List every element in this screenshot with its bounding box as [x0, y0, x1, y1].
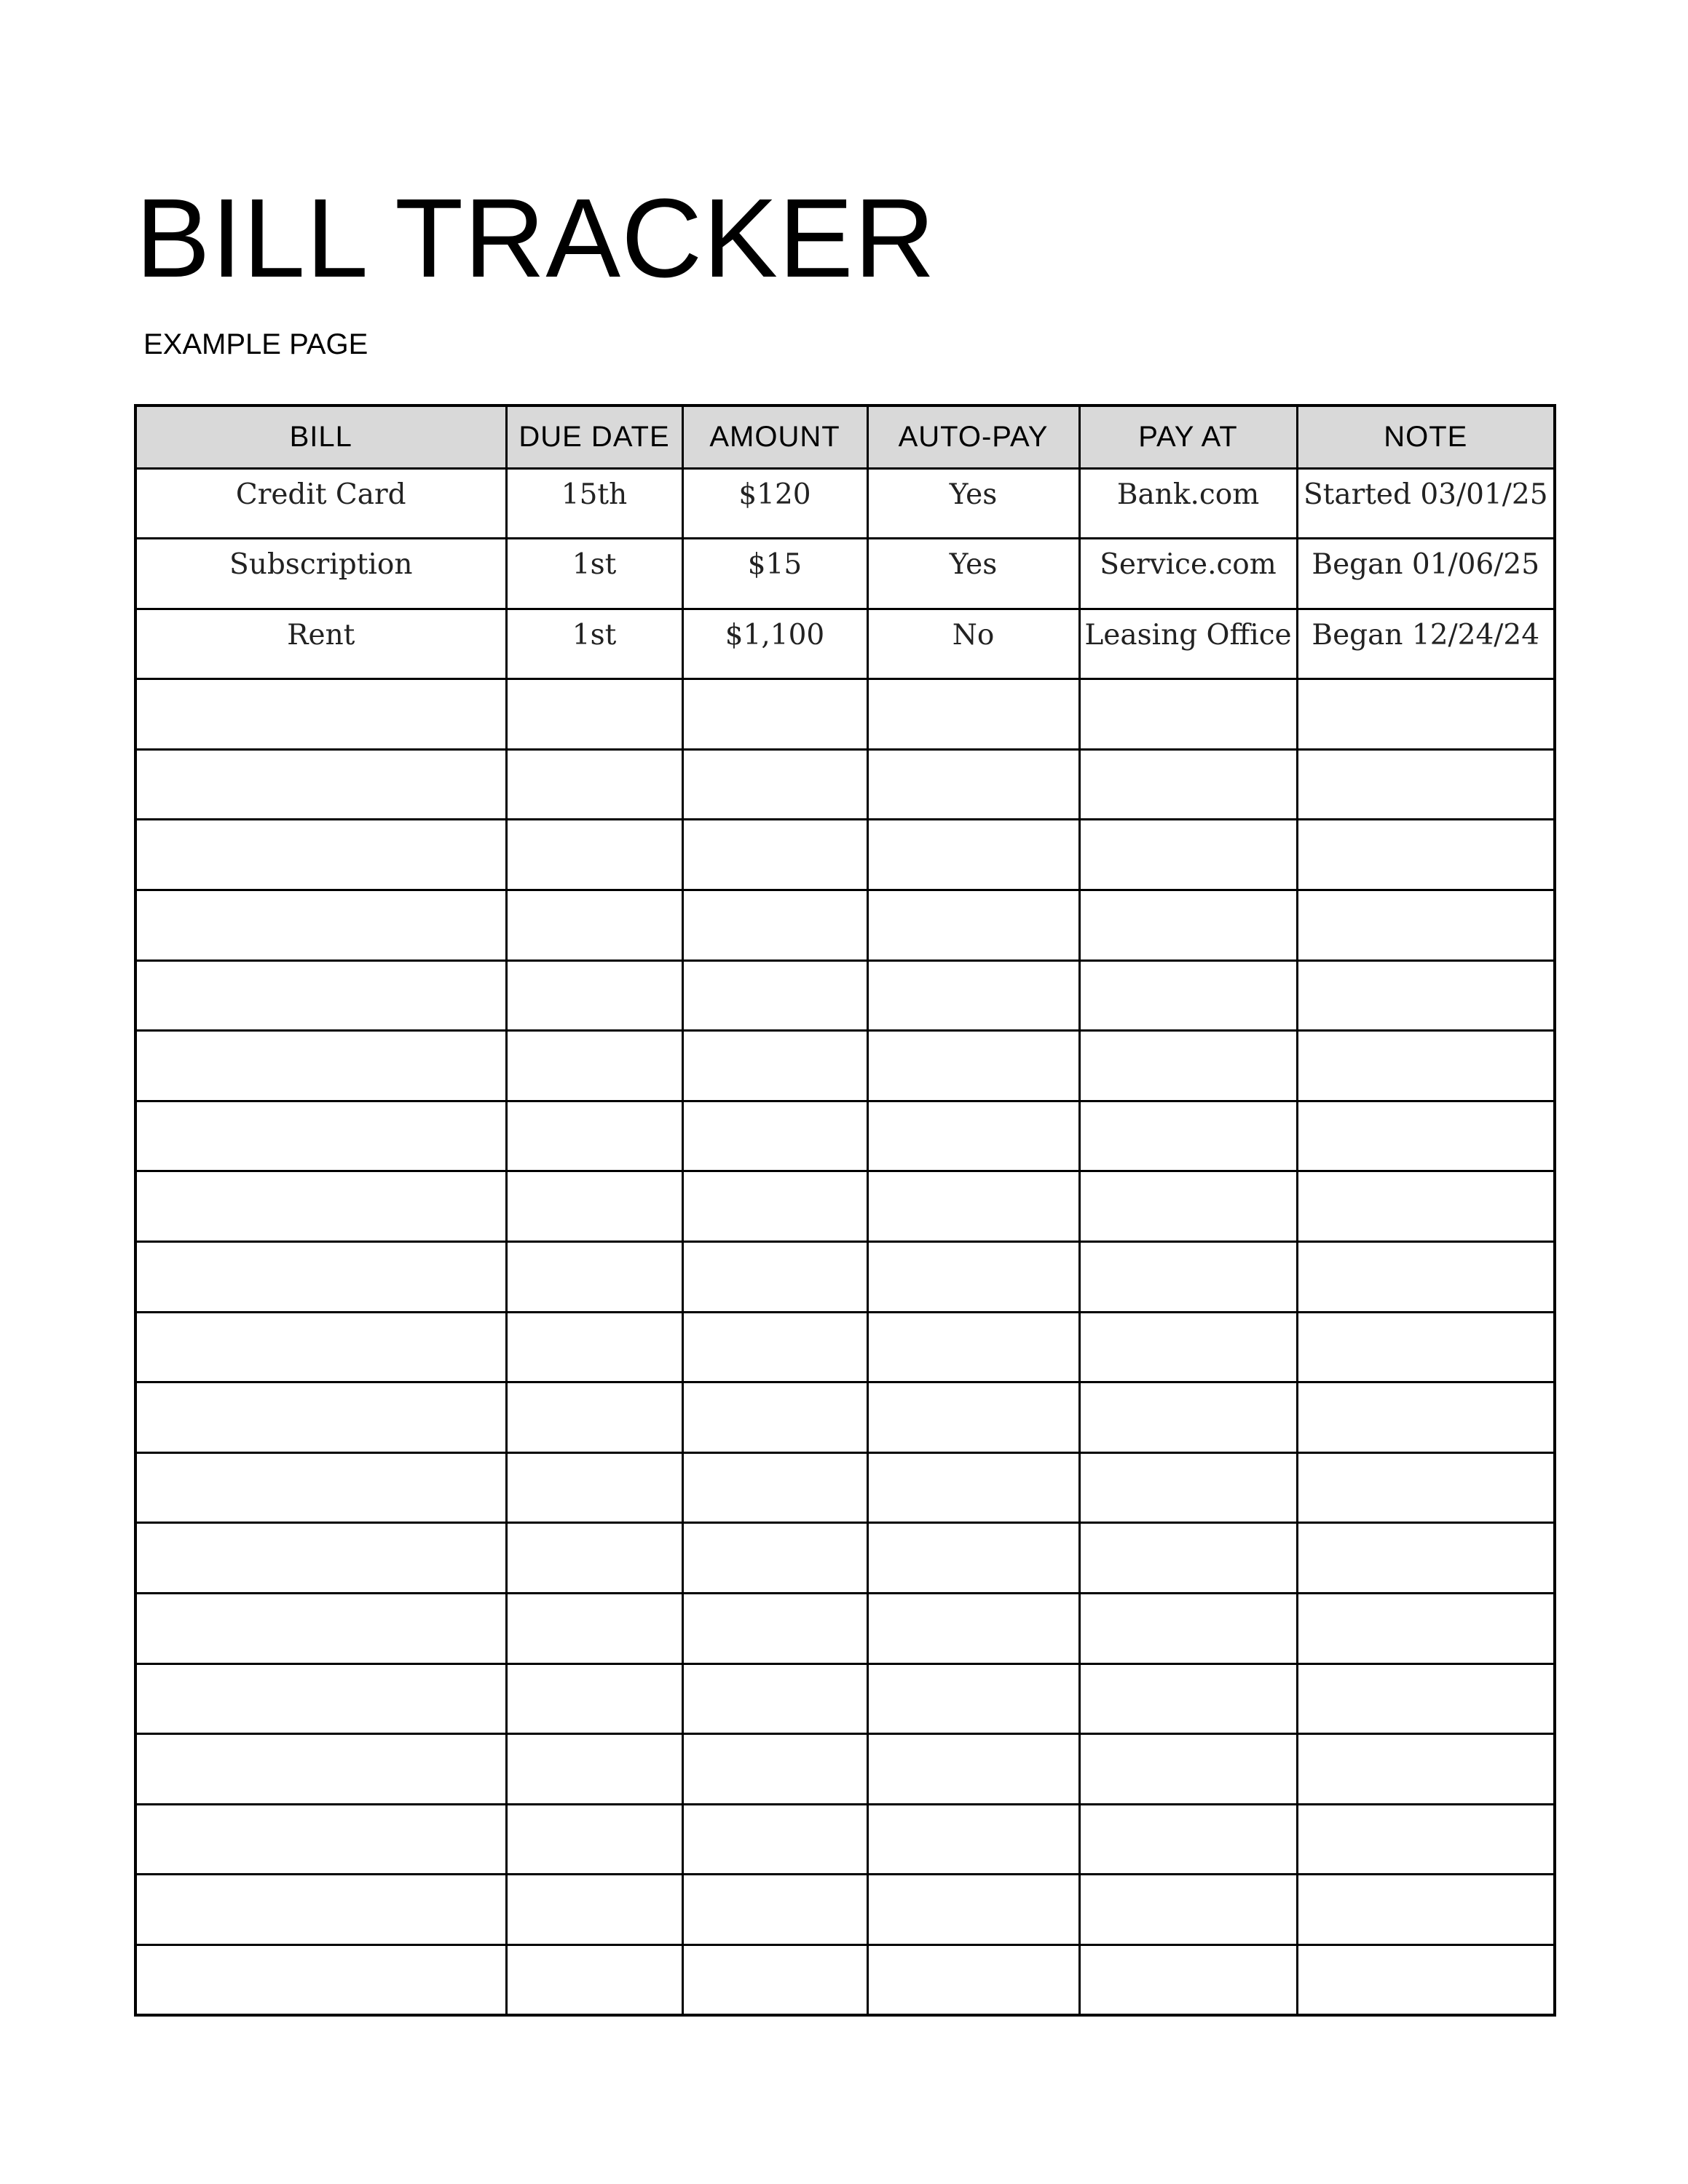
- cell-pay-at: [1079, 1523, 1297, 1594]
- cell-due-date: [506, 1101, 682, 1171]
- cell-pay-at: [1079, 1804, 1297, 1875]
- table-row: [135, 1734, 1555, 1805]
- table-row: [135, 468, 1555, 539]
- cell-pay-at: [1079, 1944, 1297, 2015]
- table-row: [135, 1452, 1555, 1523]
- cell-auto-pay: [867, 1242, 1079, 1313]
- cell-note: [1297, 1875, 1555, 1945]
- cell-due-date: [506, 1031, 682, 1101]
- cell-bill: [135, 1171, 506, 1242]
- table-row: [135, 890, 1555, 961]
- cell-pay-at: [1079, 1312, 1297, 1382]
- cell-bill: [135, 1734, 506, 1805]
- cell-pay-at: [1079, 1101, 1297, 1171]
- page-title: BILL TRACKER: [135, 175, 936, 301]
- cell-note: [1297, 1242, 1555, 1313]
- table-row: [135, 1031, 1555, 1101]
- cell-note: [1297, 1031, 1555, 1101]
- cell-pay-at: Service.com: [1079, 539, 1297, 609]
- cell-due-date: [506, 1663, 682, 1734]
- table-row: [135, 1804, 1555, 1875]
- cell-due-date: [506, 679, 682, 750]
- cell-auto-pay: [867, 1031, 1079, 1101]
- cell-due-date: [506, 1523, 682, 1594]
- cell-auto-pay: [867, 1875, 1079, 1945]
- cell-amount: [682, 1452, 867, 1523]
- bill-tracker-table: [134, 404, 1556, 2017]
- cell-auto-pay: [867, 749, 1079, 820]
- cell-note: [1297, 1312, 1555, 1382]
- cell-due-date: 1st: [506, 539, 682, 609]
- cell-due-date: [506, 1382, 682, 1453]
- cell-amount: [682, 1101, 867, 1171]
- cell-bill: [135, 1312, 506, 1382]
- cell-auto-pay: [867, 1734, 1079, 1805]
- cell-note: [1297, 1734, 1555, 1805]
- cell-auto-pay: [867, 1523, 1079, 1594]
- table-row: [135, 1101, 1555, 1171]
- cell-auto-pay: No: [867, 609, 1079, 679]
- cell-amount: [682, 749, 867, 820]
- cell-amount: [682, 1171, 867, 1242]
- cell-auto-pay: [867, 890, 1079, 961]
- cell-pay-at: [1079, 1382, 1297, 1453]
- cell-note: [1297, 1523, 1555, 1594]
- cell-amount: [682, 1875, 867, 1945]
- cell-amount: [682, 1594, 867, 1664]
- cell-note: [1297, 749, 1555, 820]
- cell-auto-pay: [867, 1944, 1079, 2015]
- cell-note: [1297, 1944, 1555, 2015]
- cell-pay-at: [1079, 820, 1297, 890]
- table-row: [135, 1523, 1555, 1594]
- cell-due-date: [506, 749, 682, 820]
- cell-due-date: [506, 1452, 682, 1523]
- cell-amount: [682, 890, 867, 961]
- cell-auto-pay: [867, 1594, 1079, 1664]
- cell-amount: [682, 1734, 867, 1805]
- cell-note: [1297, 1101, 1555, 1171]
- cell-pay-at: Leasing Office: [1079, 609, 1297, 679]
- cell-auto-pay: [867, 1171, 1079, 1242]
- cell-note: Began 12/24/24: [1297, 609, 1555, 679]
- table-row: [135, 1242, 1555, 1313]
- table-header: [135, 405, 1555, 468]
- cell-pay-at: [1079, 749, 1297, 820]
- cell-bill: [135, 1944, 506, 2015]
- column-header-auto-pay: AUTO-PAY: [867, 405, 1079, 468]
- cell-note: [1297, 1382, 1555, 1453]
- cell-amount: [682, 679, 867, 750]
- cell-pay-at: [1079, 1452, 1297, 1523]
- cell-note: [1297, 1171, 1555, 1242]
- cell-auto-pay: Yes: [867, 539, 1079, 609]
- cell-bill: [135, 1452, 506, 1523]
- cell-bill: [135, 960, 506, 1031]
- cell-pay-at: [1079, 1242, 1297, 1313]
- cell-due-date: [506, 1875, 682, 1945]
- cell-bill: Subscription: [135, 539, 506, 609]
- cell-amount: [682, 1031, 867, 1101]
- table-row: [135, 1171, 1555, 1242]
- cell-auto-pay: [867, 1382, 1079, 1453]
- cell-amount: [682, 960, 867, 1031]
- cell-amount: $120: [682, 468, 867, 539]
- cell-note: [1297, 679, 1555, 750]
- cell-note: [1297, 960, 1555, 1031]
- cell-amount: $15: [682, 539, 867, 609]
- cell-bill: [135, 1031, 506, 1101]
- cell-note: [1297, 1804, 1555, 1875]
- table-body: [135, 468, 1555, 2015]
- cell-bill: [135, 1594, 506, 1664]
- cell-auto-pay: [867, 1101, 1079, 1171]
- cell-pay-at: Bank.com: [1079, 468, 1297, 539]
- table-row: [135, 1312, 1555, 1382]
- header-row: [135, 405, 1555, 468]
- cell-pay-at: [1079, 890, 1297, 961]
- cell-amount: [682, 1382, 867, 1453]
- cell-due-date: [506, 1242, 682, 1313]
- cell-auto-pay: [867, 1452, 1079, 1523]
- cell-due-date: [506, 1594, 682, 1664]
- table-row: [135, 539, 1555, 609]
- cell-bill: [135, 1101, 506, 1171]
- cell-pay-at: [1079, 1171, 1297, 1242]
- cell-note: [1297, 820, 1555, 890]
- page-subtitle: EXAMPLE PAGE: [143, 328, 368, 360]
- cell-pay-at: [1079, 1875, 1297, 1945]
- cell-auto-pay: [867, 960, 1079, 1031]
- table-row: [135, 960, 1555, 1031]
- cell-pay-at: [1079, 1594, 1297, 1664]
- cell-bill: [135, 1242, 506, 1313]
- cell-due-date: [506, 890, 682, 961]
- cell-amount: [682, 1312, 867, 1382]
- cell-note: [1297, 1594, 1555, 1664]
- cell-auto-pay: [867, 1663, 1079, 1734]
- cell-amount: $1,100: [682, 609, 867, 679]
- cell-note: [1297, 1452, 1555, 1523]
- cell-auto-pay: [867, 679, 1079, 750]
- cell-bill: Credit Card: [135, 468, 506, 539]
- cell-bill: Rent: [135, 609, 506, 679]
- table-row: [135, 1944, 1555, 2015]
- cell-note: Began 01/06/25: [1297, 539, 1555, 609]
- cell-due-date: [506, 1734, 682, 1805]
- cell-auto-pay: [867, 1804, 1079, 1875]
- cell-amount: [682, 1944, 867, 2015]
- cell-due-date: 1st: [506, 609, 682, 679]
- cell-auto-pay: [867, 820, 1079, 890]
- column-header-pay-at: PAY AT: [1079, 405, 1297, 468]
- cell-pay-at: [1079, 679, 1297, 750]
- table-row: [135, 1382, 1555, 1453]
- cell-pay-at: [1079, 1734, 1297, 1805]
- cell-bill: [135, 679, 506, 750]
- column-header-due-date: DUE DATE: [506, 405, 682, 468]
- table-row: [135, 749, 1555, 820]
- cell-bill: [135, 1382, 506, 1453]
- cell-pay-at: [1079, 960, 1297, 1031]
- cell-amount: [682, 1242, 867, 1313]
- cell-due-date: [506, 1944, 682, 2015]
- cell-bill: [135, 1663, 506, 1734]
- cell-bill: [135, 1804, 506, 1875]
- cell-due-date: 15th: [506, 468, 682, 539]
- cell-due-date: [506, 1804, 682, 1875]
- cell-bill: [135, 749, 506, 820]
- cell-due-date: [506, 960, 682, 1031]
- cell-bill: [135, 820, 506, 890]
- cell-due-date: [506, 1171, 682, 1242]
- table-row: [135, 609, 1555, 679]
- cell-bill: [135, 1875, 506, 1945]
- cell-note: [1297, 890, 1555, 961]
- cell-pay-at: [1079, 1663, 1297, 1734]
- table-row: [135, 820, 1555, 890]
- cell-amount: [682, 1523, 867, 1594]
- cell-amount: [682, 1804, 867, 1875]
- column-header-amount: AMOUNT: [682, 405, 867, 468]
- cell-bill: [135, 890, 506, 961]
- table-row: [135, 1594, 1555, 1664]
- column-header-note: NOTE: [1297, 405, 1555, 468]
- table-row: [135, 679, 1555, 750]
- column-header-bill: BILL: [135, 405, 506, 468]
- cell-note: Started 03/01/25: [1297, 468, 1555, 539]
- cell-auto-pay: [867, 1312, 1079, 1382]
- cell-due-date: [506, 1312, 682, 1382]
- cell-pay-at: [1079, 1031, 1297, 1101]
- table-row: [135, 1875, 1555, 1945]
- cell-amount: [682, 1663, 867, 1734]
- table-row: [135, 1663, 1555, 1734]
- cell-bill: [135, 1523, 506, 1594]
- cell-due-date: [506, 820, 682, 890]
- cell-auto-pay: Yes: [867, 468, 1079, 539]
- cell-note: [1297, 1663, 1555, 1734]
- cell-amount: [682, 820, 867, 890]
